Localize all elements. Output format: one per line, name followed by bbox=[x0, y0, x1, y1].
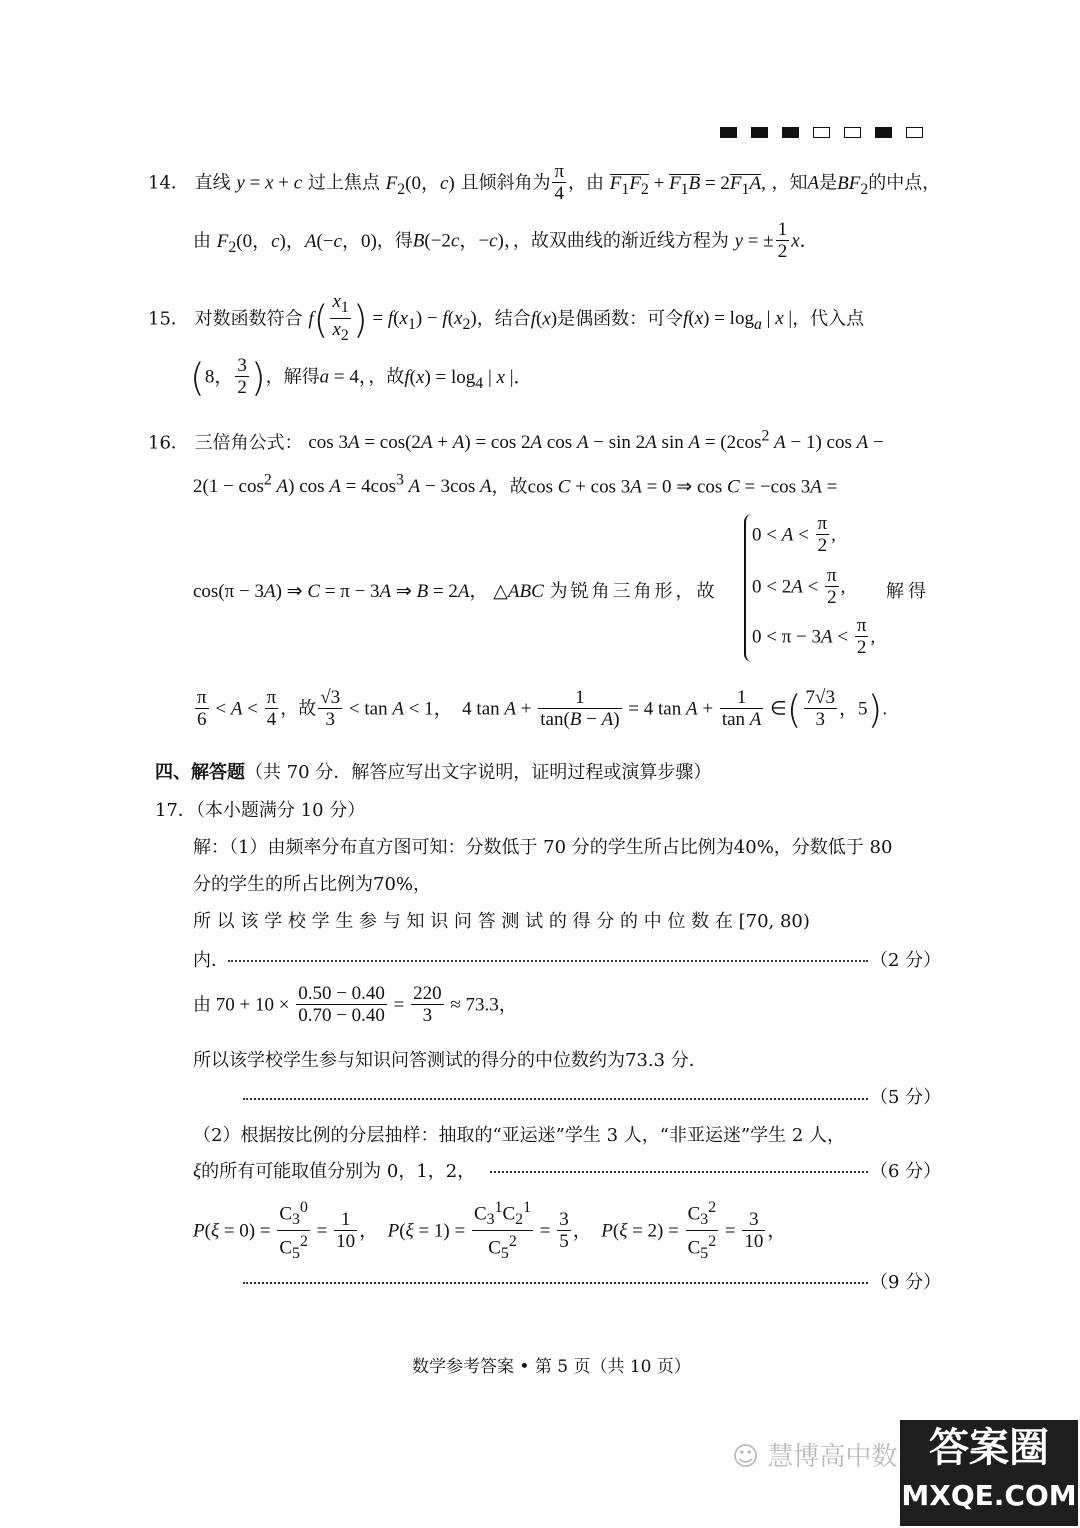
text: 的所有可能取值分别为 0，1，2， bbox=[201, 1161, 476, 1182]
q17-p3: 所 以 该 学 校 学 生 参 与 知 识 问 答 测 试 的 得 分 的 中 位 数 在 [70, 80) bbox=[193, 911, 810, 932]
q17-median-calc: 由 70 + 10 × $\frac{0.50 - 0.40}{0.70 - 0.40}$ = $\frac{220}{3}$ ≈ 73.3， bbox=[193, 983, 518, 1026]
text: 由 bbox=[193, 230, 211, 252]
text: 且倾斜角为 bbox=[460, 172, 551, 194]
filled-square-mark bbox=[720, 127, 737, 138]
leader-dots bbox=[228, 960, 868, 962]
score-5: （5 分） bbox=[870, 1087, 942, 1108]
inequality-1: 0 < A < $\frac{\pi}{2}$ , bbox=[752, 513, 836, 556]
q17-p7: （2）根据按比例的分层抽样：抽取的“亚运迷”学生 3 人，“非亚运迷”学生 2 人， bbox=[193, 1125, 846, 1146]
text: ，故 bbox=[368, 366, 405, 388]
inequality-3: 0 < π − 3A < $\frac{\pi}{2}$ , bbox=[752, 615, 876, 658]
section-4-heading bbox=[155, 758, 711, 784]
empty-square-mark bbox=[906, 127, 923, 138]
text: 直线 bbox=[194, 172, 231, 194]
text: ，故双曲线的渐近线方程为 bbox=[512, 230, 729, 252]
score-9: （9 分） bbox=[870, 1272, 942, 1293]
header-marks bbox=[720, 122, 937, 143]
q15-line1: 15． 对数函数符合 f( $\frac{x_1}{x_2}$ ) = $f(x_1) - f(x_2)$，结合f(x)是偶函数：可令$f(x) = \log_a$ | x |，代入点 bbox=[148, 292, 864, 347]
logo-site: MXQE.COM bbox=[901, 1479, 1077, 1512]
q17-p4: 内． bbox=[193, 950, 229, 971]
text: 对数函数符合 bbox=[194, 308, 303, 330]
watermark-wechat bbox=[732, 1436, 897, 1473]
text: ，由 bbox=[568, 172, 605, 194]
question-number: 16． bbox=[148, 432, 189, 454]
q17-probabilities: P(ξ = 0) = $\frac{C_3^0}{C_5^2}$ = $\frac{1}{10}$ ， P(ξ = 1) = $\frac{C_3^1C_2^1}{C_5^2}$ = $\frac{3}{5}$ ， P(ξ = 2) = $\frac{C_3^2}{C_5^2}$ = $\frac{3}{10}$ ， bbox=[193, 1198, 786, 1265]
text: ，故 bbox=[280, 698, 317, 720]
text: 为锐角三角形，故 bbox=[549, 581, 718, 602]
q15-line2: (8， $\frac{3}{2}$ )，解得a = 4，，故$f(x) = \log_4$ | x |． bbox=[190, 355, 533, 400]
q16-line4: $\frac{\pi}{6}$ < A < $\frac{\pi}{4}$ ，故 $\frac{√3}{3}$ < tan A < 1， 4 tan A + $\frac{1}{\tan(B - A)}$ = 4 tan A + $\frac{1}{\text{tan A}}$ ∈( $\frac{7√3}{3}$ ，5). bbox=[197, 687, 888, 732]
text: 的中点， bbox=[868, 172, 941, 194]
q16-line2: $2(1 - \cos^2 A)$ $\cos A = 4\cos^3$ A − 3cos A，故cos C + cos 3A = 0 ⇒ cos C = −cos 3A = bbox=[193, 472, 838, 498]
q16-solve: 解得 bbox=[886, 581, 930, 602]
wechat-icon: ☺ bbox=[732, 1442, 760, 1472]
logo-text: 答案圈 bbox=[929, 1425, 1049, 1471]
q16-line1: 16． 三倍角公式： cos 3A = cos(2A + A) = cos 2A cos A − sin 2A $\sin A = (2\cos^2$ A − 1) cos A − bbox=[148, 428, 884, 454]
section-note: （共 70 分．解答应写出文字说明，证明过程或演算步骤） bbox=[245, 762, 712, 783]
q17-p8: ξ的所有可能取值分别为 0，1，2， bbox=[193, 1161, 476, 1182]
text: ，结合 bbox=[476, 308, 531, 330]
inequality-2: 0 < 2A < $\frac{\pi}{2}$ , bbox=[752, 565, 846, 608]
text: 三倍角公式： bbox=[194, 432, 303, 454]
text: ，知 bbox=[771, 172, 808, 194]
filled-square-mark bbox=[751, 127, 768, 138]
watermark-text: 慧博高中数 bbox=[767, 1442, 898, 1472]
filled-square-mark bbox=[875, 127, 892, 138]
text: ，得 bbox=[376, 230, 413, 252]
text: ，代入点 bbox=[792, 308, 865, 330]
q16-line3: cos(π − 3A) ⇒ C = π − 3A ⇒ B = 2A， △ABC 为锐角三角形，故 bbox=[193, 581, 718, 602]
q17-p2: 分的学生的所占比例为70%， bbox=[193, 874, 432, 895]
text: 是偶函数：可令 bbox=[557, 308, 684, 330]
score-6: （6 分） bbox=[870, 1161, 942, 1182]
leader-dots bbox=[243, 1098, 868, 1100]
empty-square-mark bbox=[813, 127, 830, 138]
q17-title: 17．（本小题满分 10 分） bbox=[155, 800, 366, 821]
filled-square-mark bbox=[782, 127, 799, 138]
q14-line1: 14． 直线 y = x + c 过上焦点 $F_2(0$，c) 且倾斜角为 $\frac{\pi}{4}$ ，由 $F_1F_2 + F_1B = 2F_1A$, ，知A是$BF_2$的中点， bbox=[148, 161, 941, 204]
section-title: 四、解答题 bbox=[155, 762, 245, 783]
empty-square-mark bbox=[844, 127, 861, 138]
text: ，解得 bbox=[265, 366, 320, 388]
text: 是 bbox=[819, 172, 838, 194]
q14-line2: 由 $F_2(0$，c)，A(−c，0)，得B(−2c，−c)，，故双曲线的渐近线方程为 y = ± $\frac{1}{2}$ x． bbox=[193, 219, 819, 262]
question-number: 14． bbox=[148, 172, 189, 194]
watermark-logo bbox=[900, 1420, 1078, 1526]
q17-p6: 所以该学校学生参与知识问答测试的得分的中位数约为73.3 分． bbox=[193, 1050, 707, 1071]
leader-dots bbox=[490, 1171, 868, 1173]
text: 由 bbox=[193, 994, 211, 1016]
page-footer: 数学参考答案 • 第 5 页（共 10 页） bbox=[412, 1357, 691, 1377]
q17-p1: 解：（1）由频率分布直方图可知：分数低于 70 分的学生所占比例为40%，分数低于 80 bbox=[193, 837, 893, 858]
question-number: 15． bbox=[148, 308, 189, 330]
text: ，故 bbox=[491, 476, 528, 498]
text: 过上焦点 bbox=[307, 172, 380, 194]
leader-dots bbox=[243, 1282, 868, 1284]
score-2: （2 分） bbox=[870, 950, 942, 971]
